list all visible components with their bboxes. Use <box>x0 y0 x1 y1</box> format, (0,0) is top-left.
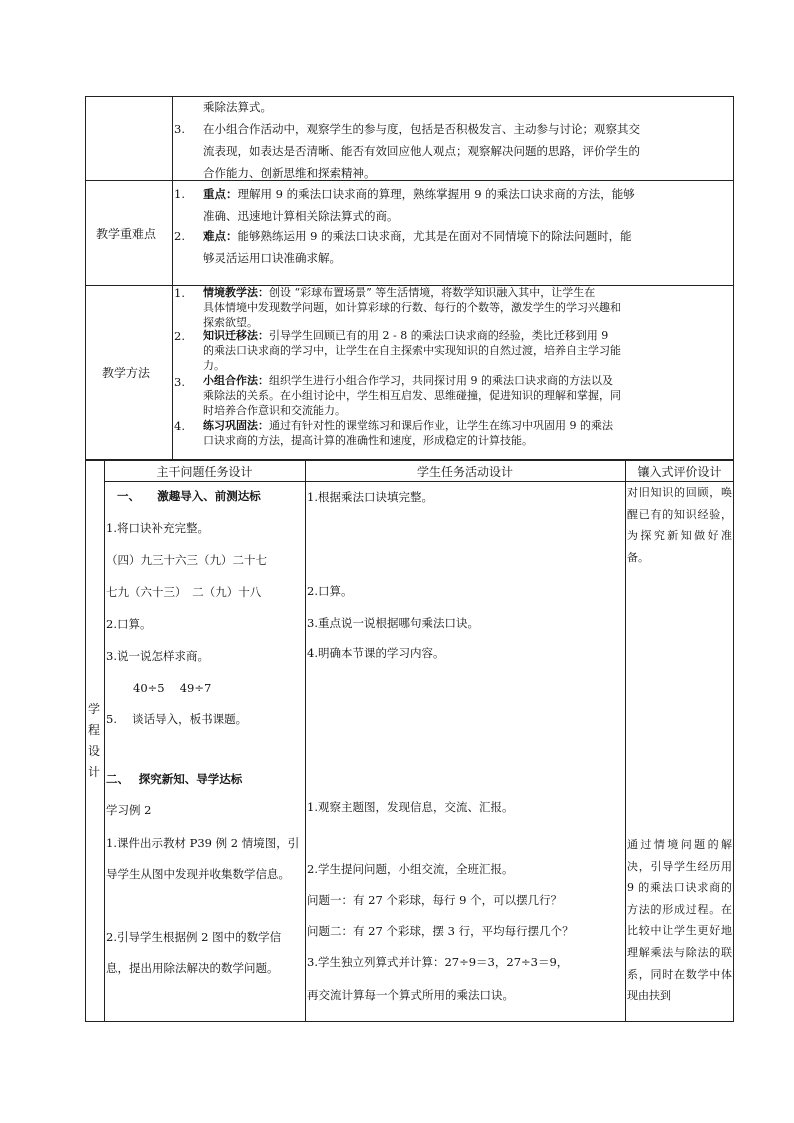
method-2-text: 引导学生回顾已有的用 2 - 8 的乘法口诀求商的经验，类比迁移到用 9 <box>269 329 609 342</box>
keypoint-1-line1 <box>203 183 635 205</box>
process-side-label-1: 学 <box>88 702 101 716</box>
eval-note: 对旧知识的回顾，唤醒已有的知识经验，为探究新知做好准备。 <box>627 486 732 564</box>
method-4-line2: 口诀求商的方法，提高计算的准确性和速度，形成稳定的计算技能。 <box>203 434 533 447</box>
method-2-line3: 力。 <box>203 359 225 372</box>
method-1-line3: 探索欲望。 <box>203 316 258 329</box>
row-divider-1 <box>85 180 734 181</box>
method-2-line1 <box>203 328 608 344</box>
task-line: 40÷5 49÷7 <box>133 681 212 695</box>
item-number: 2. <box>174 229 185 243</box>
keypoint-2-line2: 够灵活运用口诀准确求解。 <box>203 251 341 265</box>
header-activity: 学生任务活动设计 <box>416 465 513 479</box>
task-line: 学习例 2 <box>106 803 152 817</box>
top-cont-item3-line3: 合作能力、创新思维和探索精神。 <box>203 166 376 180</box>
keypoint-2-text: 能够熟练运用 9 的乘法口诀求商，尤其是在面对不同情境下的除法问题时，能 <box>237 229 632 243</box>
task-line: 5. 谈话导入，板书课题。 <box>106 712 248 726</box>
method-3-lead: 小组合作法： <box>203 374 269 387</box>
upper-table-divider <box>172 96 173 460</box>
method-4-text: 通过有针对性的课堂练习和课后作业，让学生在练习中巩固用 9 的乘法 <box>269 419 613 432</box>
item-number: 3. <box>174 375 185 389</box>
activity-line: 4.明确本节课的学习内容。 <box>307 646 445 660</box>
item-number: 3. <box>174 122 185 136</box>
section-1-title: 一、 激趣导入、前测达标 <box>117 489 261 503</box>
task-line: （四）九三十六三（九）二十七 <box>106 553 267 567</box>
activity-line: 2.学生提问问题，小组交流，全班汇报。 <box>307 862 514 876</box>
item-number: 4. <box>174 419 185 433</box>
method-1-line1 <box>203 285 595 301</box>
activity-line: 2.口算。 <box>307 584 353 598</box>
item-number: 1. <box>174 187 185 201</box>
keypoint-1-line2: 准确、迅速地计算相关除法算式的商。 <box>203 209 399 223</box>
activity-line: 问题一：有 27 个彩球，每行 9 个，可以摆几行？ <box>307 893 563 907</box>
process-side-label-4: 计 <box>88 765 101 779</box>
method-1-line2: 具体情境中发现数学问题，如计算彩球的行数、每行的个数等，激发学生的学习兴趣和 <box>203 301 621 314</box>
method-1-lead: 情境教学法： <box>203 286 269 299</box>
task-line: 2.口算。 <box>106 617 152 631</box>
keypoint-1-text: 理解用 9 的乘法口诀求商的算理，熟练掌握用 9 的乘法口诀求商的方法，能够 <box>237 187 635 201</box>
activity-line: 再交流计算每一个算式所用的乘法口诀。 <box>307 988 514 1002</box>
method-4-line1 <box>203 418 613 434</box>
header-eval: 镶入式评价设计 <box>637 465 722 479</box>
task-paragraph: 2.引导学生根据例 2 图中的数学信息，提出用除法解决的数学问题。 <box>106 930 282 975</box>
method-3-text: 组织学生进行小组合作学习，共同探讨用 9 的乘法口诀求商的方法以及 <box>269 374 613 387</box>
section-2-title: 二、 探究新知、导学达标 <box>106 772 243 786</box>
activity-line: 3.学生独立列算式并计算：27÷9＝3，27÷3＝9， <box>307 955 569 969</box>
method-3-line1 <box>203 373 613 389</box>
activity-line: 问题二：有 27 个彩球，摆 3 行，平均每行摆几个？ <box>307 924 574 938</box>
activity-line: 3.重点说一说根据哪句乘法口诀。 <box>307 616 479 630</box>
method-1-text: 创设 “彩球布置场景” 等生活情境，将数学知识融入其中，让学生在 <box>269 286 596 299</box>
item-number: 1. <box>174 286 185 300</box>
process-col-divider-2 <box>305 460 306 1022</box>
item-number: 2. <box>174 329 185 343</box>
keypoint-2-line1 <box>203 225 632 247</box>
top-cont-item3-line2: 流表现，如表达是否清晰、能否有效回应他人观点；观察解决问题的思路，评价学生的 <box>203 144 640 158</box>
top-cont-item3-line1: 在小组合作活动中，观察学生的参与度，包括是否积极发言、主动参与讨论；观察其交 <box>203 122 640 136</box>
method-2-line2: 的乘法口诀求商的学习中，让学生在自主探索中实现知识的自然过渡，培养自主学习能 <box>203 344 621 357</box>
keypoints-label: 教学重难点 <box>96 227 157 241</box>
top-cont-line: 乘除法算式。 <box>203 100 272 114</box>
keypoint-1-lead: 重点： <box>203 187 238 201</box>
process-col-divider-3 <box>625 460 626 1022</box>
task-line: 3.说一说怎样求商。 <box>106 649 209 663</box>
process-side-label-2: 程 <box>88 723 101 737</box>
task-line: 1.将口诀补充完整。 <box>106 521 209 535</box>
task-paragraph: 1.课件出示教材 P39 例 2 情境图，引导学生从图中发现并收集数学信息。 <box>106 836 300 881</box>
task-line: 七九（六十三） 二（九）十八 <box>106 585 262 599</box>
header-task: 主干问题任务设计 <box>156 465 253 479</box>
process-col-divider-1 <box>104 460 105 1022</box>
activity-line: 1.观察主题图，发现信息，交流、汇报。 <box>307 800 514 814</box>
process-side-label-3: 设 <box>88 744 101 758</box>
method-3-line3: 时培养合作意识和交流能力。 <box>203 404 346 417</box>
keypoint-2-lead: 难点： <box>203 229 238 243</box>
method-4-lead: 练习巩固法： <box>203 419 269 432</box>
activity-line: 1.根据乘法口诀填完整。 <box>307 490 433 504</box>
method-2-lead: 知识迁移法： <box>203 329 269 342</box>
methods-label: 教学方法 <box>102 366 151 380</box>
method-3-line2: 乘除法的关系。在小组讨论中，学生相互启发、思维碰撞，促进知识的理解和掌握，同 <box>203 389 621 402</box>
eval-note: 通过情境问题的解决，引导学生经历用 9 的乘法口诀求商的方法的形成过程。在比较中让学生更好地理解乘法与除法的联系，同时在数学中体现由扶到 <box>627 838 732 1003</box>
